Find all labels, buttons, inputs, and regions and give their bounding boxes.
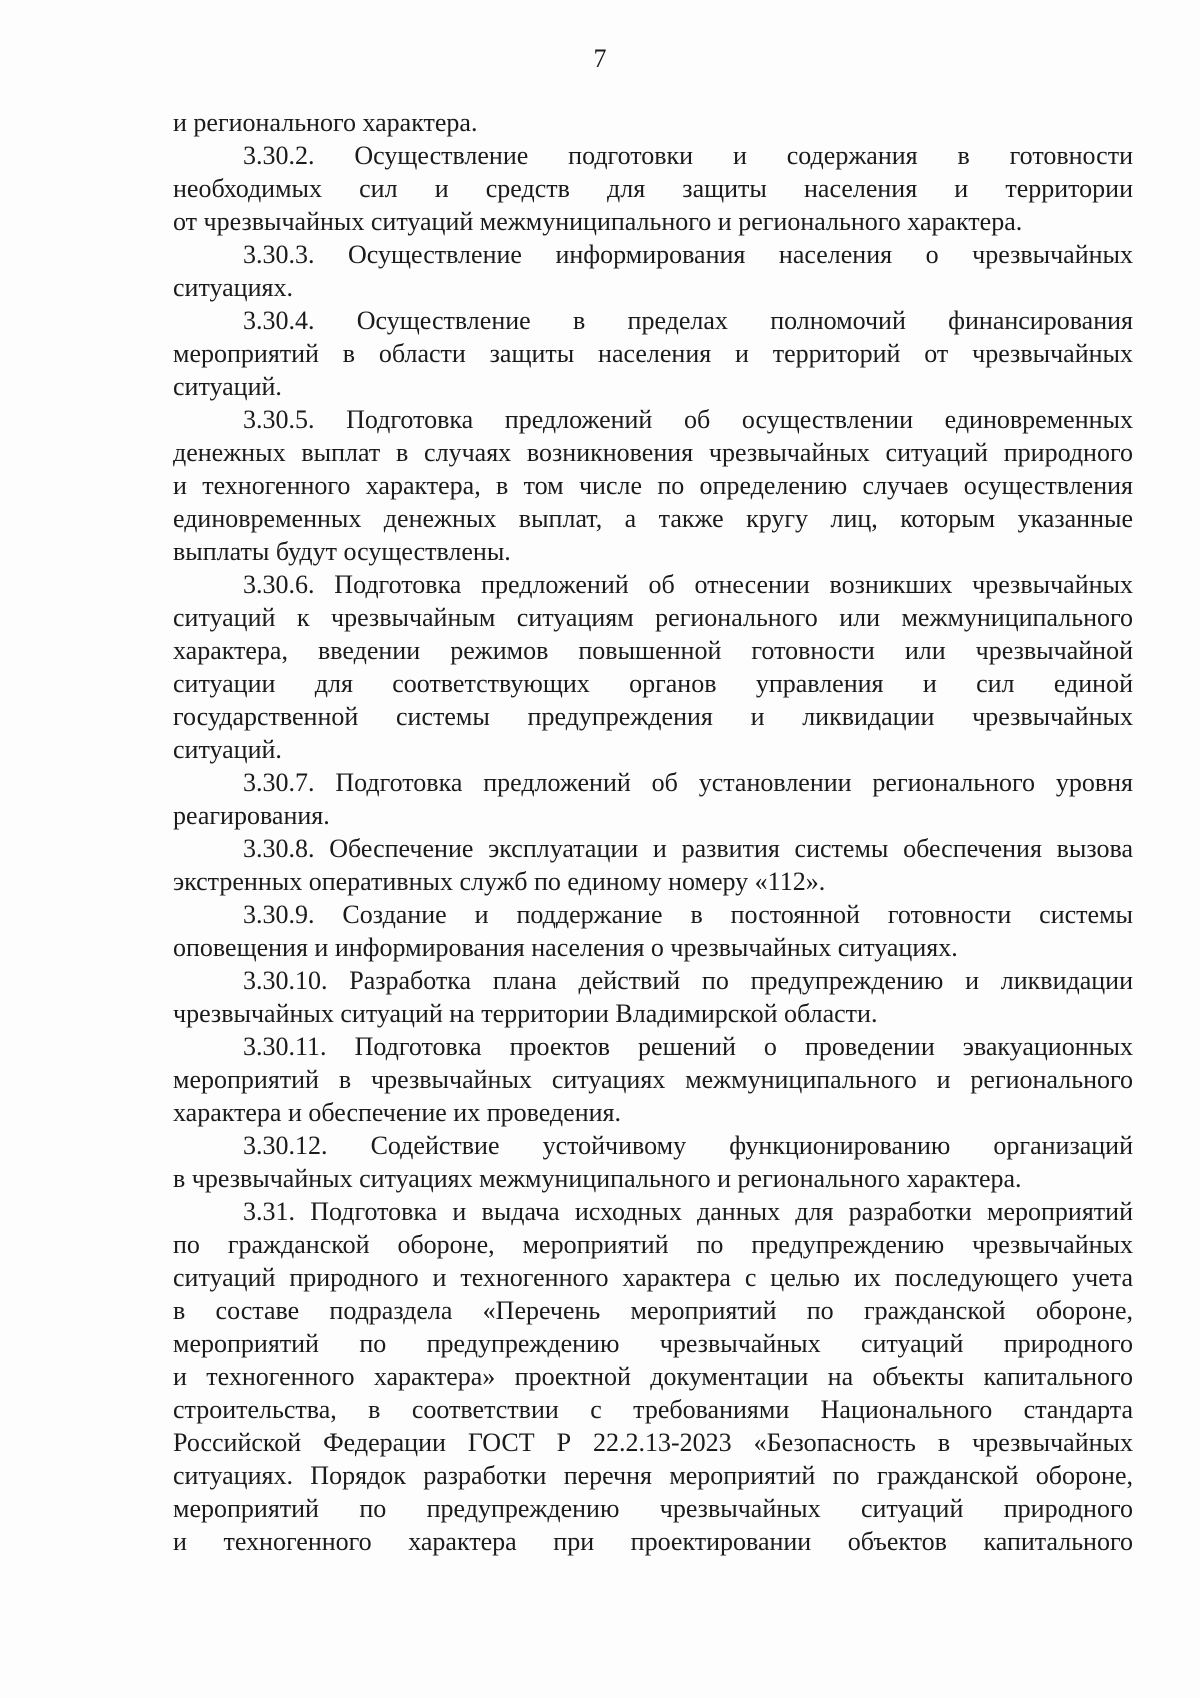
text-line: 3.30.4. Осуществление в пределах полномочий финансирования — [243, 306, 1133, 335]
text-line: ситуаций к чрезвычайным ситуациям регионального или межмуниципального — [173, 603, 1133, 632]
text-line: в составе подраздела «Перечень мероприятий по гражданской обороне, — [173, 1296, 1133, 1325]
text-line: 3.30.8. Обеспечение эксплуатации и развития системы обеспечения вызова — [243, 834, 1133, 863]
text-line: 3.30.10. Разработка плана действий по предупреждению и ликвидации — [243, 966, 1133, 995]
text-line: в чрезвычайных ситуациях межмуниципального и регионального характера. — [173, 1164, 1022, 1193]
text-line: необходимых сил и средств для защиты населения и территории — [173, 174, 1133, 203]
text-line: по гражданской обороне, мероприятий по предупреждению чрезвычайных — [173, 1230, 1133, 1259]
text-line: оповещения и информирования населения о чрезвычайных ситуациях. — [173, 933, 958, 962]
text-line: 3.30.3. Осуществление информирования населения о чрезвычайных — [243, 240, 1133, 269]
text-line: и техногенного характера при проектировании объектов капитального — [173, 1527, 1133, 1556]
text-line: мероприятий по предупреждению чрезвычайных ситуаций природного — [173, 1494, 1133, 1523]
text-line: выплаты будут осуществлены. — [173, 537, 511, 566]
text-line: ситуаций. — [173, 735, 282, 764]
text-line: 3.30.12. Содействие устойчивому функционированию организаций — [243, 1131, 1133, 1160]
text-line: характера, введении режимов повышенной готовности или чрезвычайной — [173, 636, 1133, 665]
text-line: ситуациях. Порядок разработки перечня мероприятий по гражданской обороне, — [173, 1461, 1133, 1490]
text-line: и техногенного характера, в том числе по определению случаев осуществления — [173, 471, 1133, 500]
text-line: 3.30.5. Подготовка предложений об осуществлении единовременных — [243, 405, 1133, 434]
text-line: ситуаций природного и техногенного характера с целью их последующего учета — [173, 1263, 1133, 1292]
text-line: строительства, в соответствии с требованиями Национального стандарта — [173, 1395, 1133, 1424]
text-line: мероприятий в области защиты населения и территорий от чрезвычайных — [173, 339, 1133, 368]
text-line: чрезвычайных ситуаций на территории Владимирской области. — [173, 999, 878, 1028]
text-line: 3.30.9. Создание и поддержание в постоянной готовности системы — [243, 900, 1133, 929]
text-line: 3.30.6. Подготовка предложений об отнесении возникших чрезвычайных — [243, 570, 1133, 599]
text-line: государственной системы предупреждения и ликвидации чрезвычайных — [173, 702, 1133, 731]
body-text — [173, 106, 1133, 1558]
text-line: денежных выплат в случаях возникновения чрезвычайных ситуаций природного — [173, 438, 1133, 467]
text-line: реагирования. — [173, 801, 330, 830]
text-line: и регионального характера. — [173, 108, 478, 137]
text-line: ситуациях. — [173, 273, 293, 302]
text-line: 3.30.11. Подготовка проектов решений о проведении эвакуационных — [243, 1032, 1133, 1061]
text-line: 3.30.7. Подготовка предложений об установлении регионального уровня — [243, 768, 1133, 797]
text-line: 3.31. Подготовка и выдача исходных данных для разработки мероприятий — [243, 1197, 1133, 1226]
text-line: от чрезвычайных ситуаций межмуниципального и регионального характера. — [173, 207, 1023, 236]
text-line: ситуации для соответствующих органов управления и сил единой — [173, 669, 1133, 698]
text-line: мероприятий в чрезвычайных ситуациях межмуниципального и регионального — [173, 1065, 1133, 1094]
text-line: ситуаций. — [173, 372, 282, 401]
text-line: мероприятий по предупреждению чрезвычайных ситуаций природного — [173, 1329, 1133, 1358]
text-line: 3.30.2. Осуществление подготовки и содержания в готовности — [243, 141, 1133, 170]
text-line: экстренных оперативных служб по единому номеру «112». — [173, 867, 826, 896]
text-line: характера и обеспечение их проведения. — [173, 1098, 621, 1127]
text-line: Российской Федерации ГОСТ Р 22.2.13-2023 «Безопасность в чрезвычайных — [173, 1428, 1133, 1457]
page-number: 7 — [593, 44, 607, 73]
text-line: и техногенного характера» проектной документации на объекты капитального — [173, 1362, 1133, 1391]
text-line: единовременных денежных выплат, а также кругу лиц, которым указанные — [173, 504, 1133, 533]
